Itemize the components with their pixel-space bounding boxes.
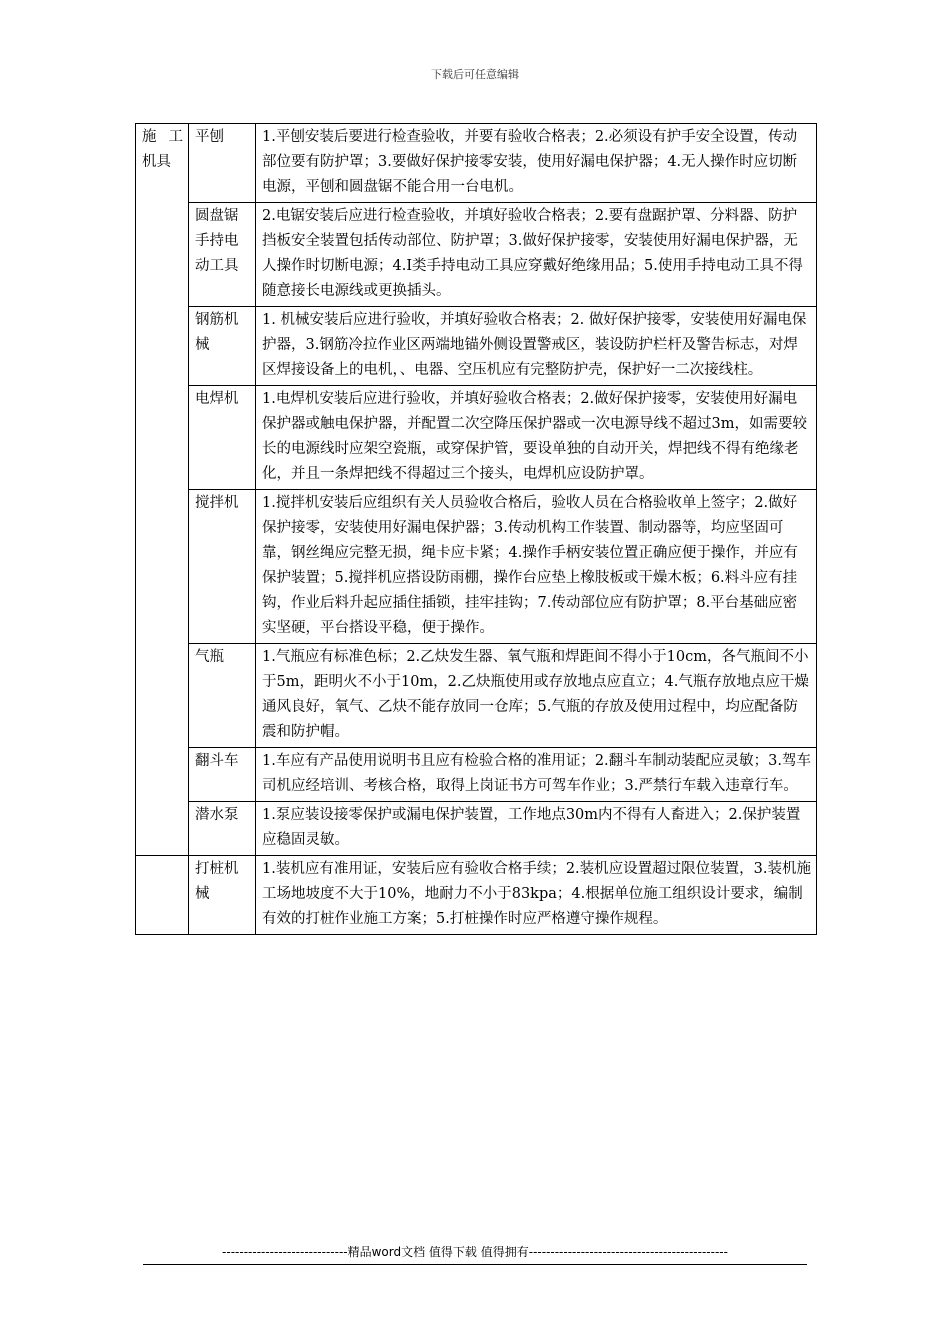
requirement-text: 1.电焊机安装后应进行验收，并填好验收合格表；2.做好保护接零，安装使用好漏电保护器或触电保护器，并配置二次空降压保护器或一次电源导线不超过3m，如需要较长的电源线时应架空瓷瓶，或穿保护管，要设单独的自动开关，焊把线不得有绝缘老化，并且一条焊把线不得超过三个接头，电焊机应设防护罩。 bbox=[256, 386, 817, 490]
category-cell: 施工机具 bbox=[136, 124, 189, 856]
requirement-text: 1.气瓶应有标准色标；2.乙炔发生器、氧气瓶和焊距间不得小于10cm，各气瓶间不小于5m，距明火不小于10m，2.乙炔瓶使用或存放地点应直立；4.气瓶存放地点应干燥通风良好，氧气、乙炔不能存放同一仓库；5.气瓶的存放及使用过程中，均应配备防震和防护帽。 bbox=[256, 644, 817, 748]
requirement-text: 1.装机应有准用证，安装后应有验收合格手续；2.装机应设置超过限位装置，3.装机施工场地坡度不大于10%，地耐力不小于83kpa；4.根据单位施工组织设计要求，编制有效的打桩作业施工方案；5.打桩操作时应严格遵守操作规程。 bbox=[256, 856, 817, 935]
page-footer: -----------------------------精品word文档 值得下载 值得拥有---------------------------------------------- bbox=[222, 1245, 728, 1259]
table-row bbox=[136, 307, 817, 386]
safety-inspection-table bbox=[135, 123, 817, 935]
requirement-text: 2.电锯安装后应进行检查验收，并填好验收合格表；2.要有盘踞护罩、分料器、防护挡板安全装置包括传动部位、防护罩；3.做好保护接零，安装使用好漏电保护器，无人操作时切断电源；4.Ⅰ类手持电动工具应穿戴好绝缘用品；5.使用手持电动工具不得随意接长电源线或更换插头。 bbox=[256, 203, 817, 307]
table-row bbox=[136, 124, 817, 203]
requirement-text: 1.平刨安装后要进行检查验收，并要有验收合格表；2.必须设有护手安全设置，传动部位要有防护罩；3.要做好保护接零安装，使用好漏电保护器；4.无人操作时应切断电源，平刨和圆盘锯不能合用一台电机。 bbox=[256, 124, 817, 203]
equipment-name: 气瓶 bbox=[189, 644, 256, 748]
table-row bbox=[136, 490, 817, 644]
equipment-name: 圆盘锯手持电动工具 bbox=[189, 203, 256, 307]
requirement-text: 1.车应有产品使用说明书且应有检验合格的准用证；2.翻斗车制动装配应灵敏；3.驾车司机应经培训、考核合格，取得上岗证书方可驾车作业；3.严禁行车载入违章行车。 bbox=[256, 748, 817, 802]
equipment-name: 电焊机 bbox=[189, 386, 256, 490]
table-row bbox=[136, 386, 817, 490]
equipment-name: 打桩机械 bbox=[189, 856, 256, 935]
empty-category-cell bbox=[136, 856, 189, 935]
equipment-name: 潜水泵 bbox=[189, 802, 256, 856]
table-row bbox=[136, 802, 817, 856]
equipment-name: 翻斗车 bbox=[189, 748, 256, 802]
requirement-text: 1.泵应装设接零保护或漏电保护装置，工作地点30m内不得有人畜进入；2.保护装置应稳固灵敏。 bbox=[256, 802, 817, 856]
page-header: 下载后可任意编辑 bbox=[431, 68, 519, 81]
table-row bbox=[136, 856, 817, 935]
equipment-name: 搅拌机 bbox=[189, 490, 256, 644]
equipment-name: 钢筋机械 bbox=[189, 307, 256, 386]
requirement-text: 1. 机械安装后应进行验收，并填好验收合格表；2. 做好保护接零，安装使用好漏电保护器，3.钢筋冷拉作业区两端地锚外侧设置警戒区，装设防护栏杆及警告标志，对焊区焊接设备上的电机，、电器、空压机应有完整防护壳，保护好一二次接线柱。 bbox=[256, 307, 817, 386]
table-row bbox=[136, 748, 817, 802]
table-row bbox=[136, 644, 817, 748]
table-row bbox=[136, 203, 817, 307]
requirement-text: 1.搅拌机安装后应组织有关人员验收合格后，验收人员在合格验收单上签字；2.做好保护接零，安装使用好漏电保护器；3.传动机构工作装置、制动器等，均应坚固可靠，钢丝绳应完整无损，绳卡应卡紧；4.操作手柄安装位置正确应便于操作，并应有保护装置；5.搅拌机应搭设防雨棚，操作台应垫上橡肢板或干燥木板；6.料斗应有挂钩，作业后料升起应插住插锁，挂牢挂钩；7.传动部位应有防护罩；8.平台基础应密实坚硬，平台搭设平稳，便于操作。 bbox=[256, 490, 817, 644]
equipment-name: 平刨 bbox=[189, 124, 256, 203]
footer-divider bbox=[143, 1264, 807, 1265]
